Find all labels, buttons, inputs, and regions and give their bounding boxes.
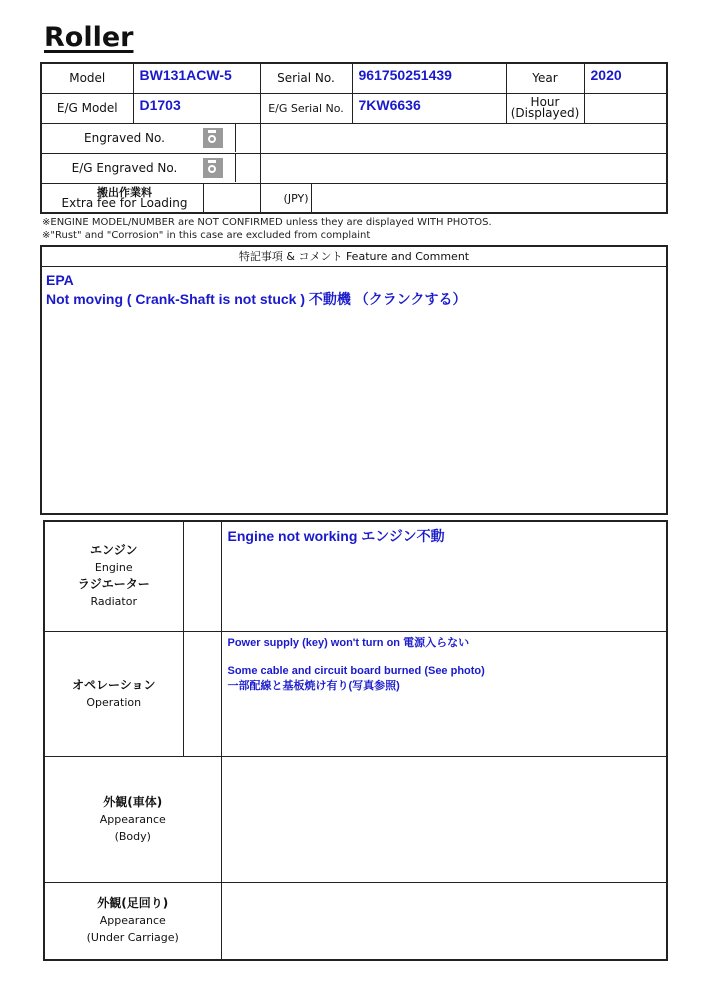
- radiator-jp: ラジエーター: [77, 577, 150, 592]
- operation-detail-2: Some cable and circuit board burned (See photo): [227, 664, 485, 677]
- serial-label: Serial No.: [260, 63, 352, 93]
- body-en-2: (Body): [114, 829, 151, 843]
- page-title: Roller: [44, 22, 134, 53]
- fee-label-en: Extra fee for Loading: [61, 195, 188, 210]
- eg-engraved-label: E/G Engraved No.: [71, 161, 178, 175]
- eg-engraved-value-cell: [260, 153, 667, 183]
- engraved-label: Engraved No.: [84, 131, 165, 145]
- serial-value: 961750251439: [352, 63, 506, 93]
- undercarriage-en-2: (Under Carriage): [86, 931, 179, 945]
- undercarriage-en-1: Appearance: [99, 914, 166, 928]
- model-label: Model: [41, 63, 133, 93]
- comment-line-epa: EPA: [46, 272, 74, 288]
- operation-detail-cell: [221, 631, 667, 756]
- eg-serial-value: 7KW6636: [352, 93, 506, 123]
- hour-label-line2: (Displayed): [510, 106, 580, 120]
- operation-detail-3: 一部配線と基板焼け有り(写真参照): [227, 679, 400, 692]
- comment-header: 特記事項 & コメント Feature and Comment: [42, 247, 666, 267]
- operation-jp: オペレーション: [71, 677, 156, 692]
- engraved-value-cell: [260, 123, 667, 153]
- eg-model-label: E/G Model: [41, 93, 133, 123]
- engine-jp: エンジン: [90, 543, 138, 558]
- model-value: BW131ACW-5: [133, 63, 260, 93]
- eg-serial-label: E/G Serial No.: [260, 93, 352, 123]
- undercarriage-detail-cell: [221, 882, 667, 960]
- fee-label-jp: 搬出作業料: [97, 185, 152, 199]
- operation-mid-cell: [183, 631, 221, 756]
- fee-cell: [260, 183, 667, 213]
- spec-table: [40, 62, 668, 214]
- body-en-1: Appearance: [99, 812, 166, 826]
- hour-label: [506, 93, 584, 123]
- hour-value: [584, 93, 667, 123]
- parts-table: [43, 520, 668, 961]
- comment-section: [40, 245, 668, 515]
- operation-en: Operation: [86, 695, 142, 709]
- comment-body: [42, 267, 666, 313]
- hour-label-line1: Hour: [530, 95, 560, 109]
- camera-icon[interactable]: [203, 158, 223, 178]
- year-label: Year: [506, 63, 584, 93]
- radiator-en: Radiator: [90, 595, 137, 609]
- undercarriage-jp: 外観(足回り): [97, 896, 169, 911]
- note-rust: ※"Rust" and "Corrosion" in this case are excluded from complaint: [42, 230, 371, 241]
- engine-detail-cell: [221, 521, 667, 631]
- undercarriage-category: [44, 882, 221, 960]
- fee-amount-box: [203, 184, 311, 212]
- engine-en: Engine: [94, 561, 133, 575]
- engine-category: [44, 521, 183, 631]
- camera-icon[interactable]: [203, 128, 223, 148]
- operation-category: [44, 631, 183, 756]
- year-value: 2020: [584, 63, 667, 93]
- engine-detail: Engine not working エンジン不動: [227, 528, 445, 544]
- note-engine-confirm: ※ENGINE MODEL/NUMBER are NOT CONFIRMED unless they are displayed WITH PHOTOS.: [42, 217, 492, 228]
- operation-detail-1: Power supply (key) won't turn on 電源入らない: [227, 636, 470, 649]
- engine-mid-cell: [183, 521, 221, 631]
- comment-line-moving: Not moving ( Crank-Shaft is not stuck ) 不動機 （クランクする）: [46, 291, 467, 307]
- body-category: [44, 756, 221, 882]
- eg-model-value: D1703: [133, 93, 260, 123]
- fee-unit: (JPY): [283, 191, 309, 205]
- body-detail-cell: [221, 756, 667, 882]
- body-jp: 外観(車体): [103, 794, 163, 809]
